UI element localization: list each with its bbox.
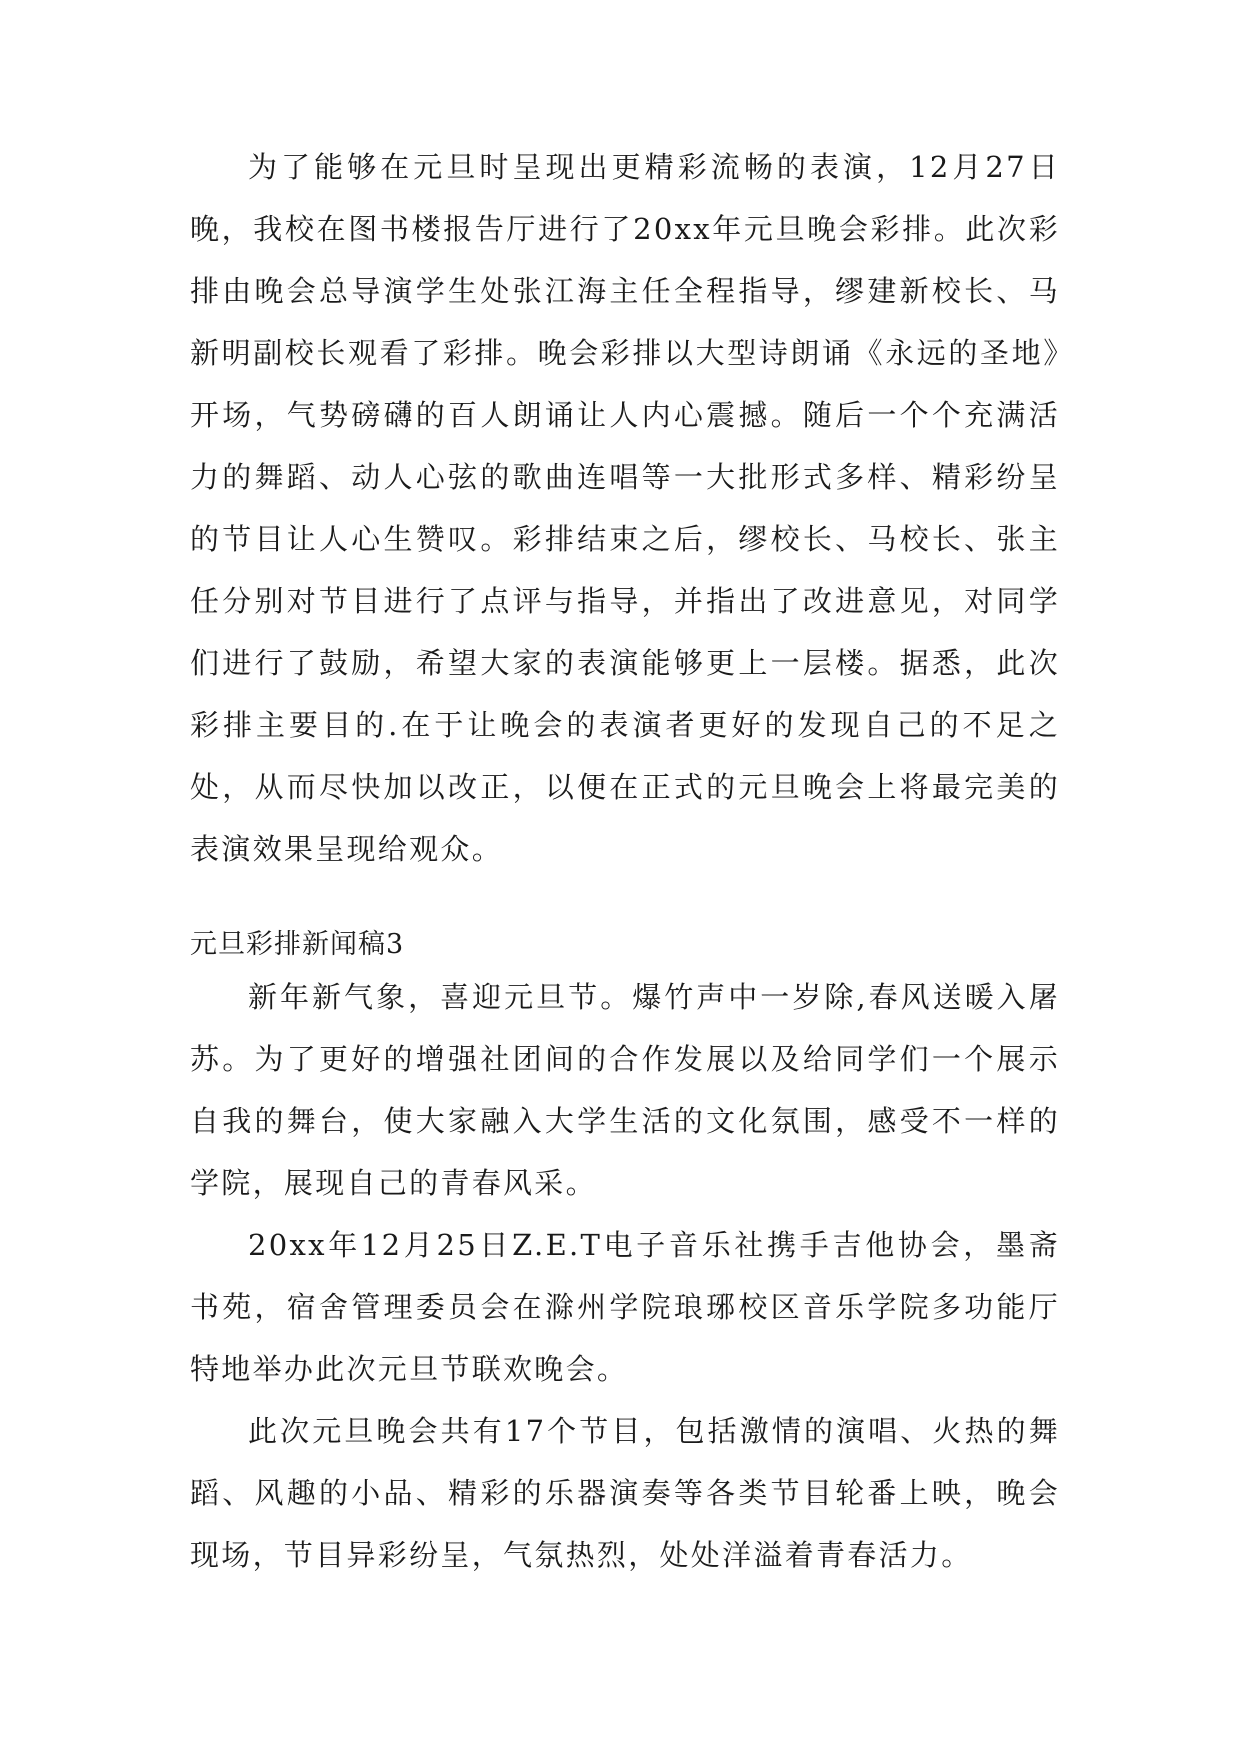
section-heading: 元旦彩排新闻稿3 [190,929,405,960]
paragraph: 此次元旦晚会共有17个节目，包括激情的演唱、火热的舞蹈、风趣的小品、精彩的乐器演奏等各类节目轮番上映，晚会现场，节目异彩纷呈，气氛热烈，处处洋溢着青春活力。 [190,1414,1060,1572]
body-section-2 [190,966,1060,1586]
paragraph: 为了能够在元旦时呈现出更精彩流畅的表演，12月27日晚，我校在图书楼报告厅进行了20xx年元旦晚会彩排。此次彩排由晚会总导演学生处张江海主任全程指导，缪建新校长、马新明副校长观看了彩排。晚会彩排以大型诗朗诵《永远的圣地》开场，气势磅礴的百人朗诵让人内心震撼。随后一个个充满活力的舞蹈、动人心弦的歌曲连唱等一大批形式多样、精彩纷呈的节目让人心生赞叹。彩排结束之后，缪校长、马校长、张主任分别对节目进行了点评与指导，并指出了改进意见，对同学们进行了鼓励，希望大家的表演能够更上一层楼。据悉，此次彩排主要目的.在于让晚会的表演者更好的发现自己的不足之处，从而尽快加以改正，以便在正式的元旦晚会上将最完美的表演效果呈现给观众。 [190,150,1060,866]
paragraph: 20xx年12月25日Z.E.T电子音乐社携手吉他协会，墨斋书苑，宿舍管理委员会在滁州学院琅琊校区音乐学院多功能厅特地举办此次元旦节联欢晚会。 [190,1228,1060,1386]
paragraph: 新年新气象，喜迎元旦节。爆竹声中一岁除,春风送暖入屠苏。为了更好的增强社团间的合作发展以及给同学们一个展示自我的舞台，使大家融入大学生活的文化氛围，感受不一样的学院，展现自己的青春风采。 [190,980,1060,1200]
body-section-1 [190,136,1060,880]
